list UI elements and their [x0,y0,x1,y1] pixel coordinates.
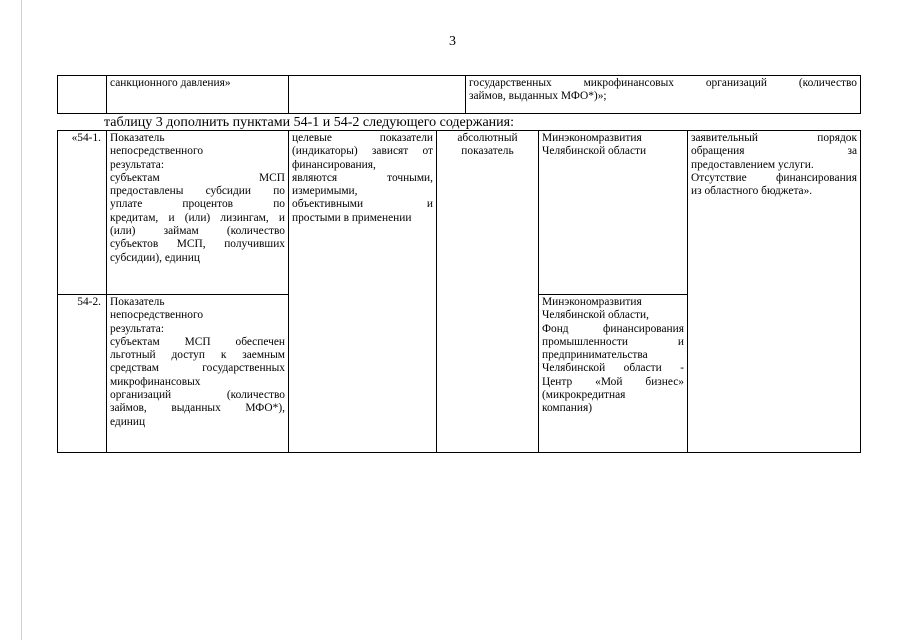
line: Фонд финансирования [542,322,684,335]
line: займов, выданных МФО*)»; [469,90,607,103]
cell-text: санкционного давления» [110,77,231,89]
row-responsible [539,295,688,453]
line: единиц [110,415,146,428]
row-description [107,295,289,453]
line: обращения за [691,145,857,158]
line: Минэкономразвития [542,296,642,308]
line: (индикаторы) зависят от [292,145,433,158]
line: объективными и [292,198,433,211]
line: простыми в применении [292,211,412,224]
table-row [58,131,861,295]
row-type [437,131,539,453]
page-number: 3 [449,34,456,49]
line: заявительный порядок [691,132,857,144]
line: Челябинской области [542,145,647,158]
row-number [58,295,107,453]
line: промышленности и [542,335,684,348]
line: непосредственного [110,309,204,322]
line: займов, выданных МФО*), [110,402,285,415]
cell-description [107,76,289,114]
row-number-text: «54-1. [71,132,101,144]
line: являются точными, [292,171,433,184]
row-number [58,131,107,295]
line: предпринимательства [542,349,648,362]
line: микрофинансовых [110,375,201,388]
line: субъектам МСП [110,171,285,184]
cell-number [58,76,107,114]
line: финансирования, [292,158,376,171]
row-notes [688,131,861,453]
line: Центр «Мой бизнес» [542,375,684,388]
line: предоставлены субсидии по [110,185,285,198]
line: компания) [542,402,593,415]
line: предоставлением услуги. [691,158,814,171]
line: организаций (количество [110,389,285,402]
line: результата: [110,158,165,171]
row-indicators [289,131,437,453]
line: целевые показатели [292,132,433,144]
continuation-table [57,75,861,114]
indicators-table [57,130,861,453]
line: результата: [110,322,165,335]
line: Минэкономразвития [542,132,642,144]
instruction-text: таблицу 3 дополнить пунктами 54-1 и 54-2 следующего содержания: [104,115,514,130]
line: Показатель [110,132,165,144]
page-left-edge [21,0,22,640]
line: Челябинской области, [542,309,649,322]
row-number-text: 54-2. [77,296,101,308]
type-text: абсолютный показатель [457,132,518,158]
line: из областного бюджета». [691,185,813,198]
line: (или) займам (количество [110,225,285,238]
line: субъектам МСП обеспечен [110,335,285,348]
line: Показатель [110,296,165,308]
line: непосредственного [110,145,204,158]
line: средствам государственных [110,362,285,375]
line: (микрокредитная [542,389,626,402]
line: субсидии), единиц [110,251,200,264]
line: уплате процентов по [110,198,285,211]
cell-organizations [466,76,861,114]
line: льготный доступ к заемным [110,349,285,362]
line: измеримыми, [292,185,358,198]
table-row [58,76,861,114]
line: субъектов МСП, получивших [110,238,285,251]
row-responsible [539,131,688,295]
line: кредитам, и (или) лизингам, и [110,211,285,224]
line: государственных микрофинансовых организаций (количество [469,77,857,89]
line: Отсутствие финансирования [691,171,857,184]
cell-empty [289,76,466,114]
line: Челябинской области - [542,362,684,375]
row-description [107,131,289,295]
